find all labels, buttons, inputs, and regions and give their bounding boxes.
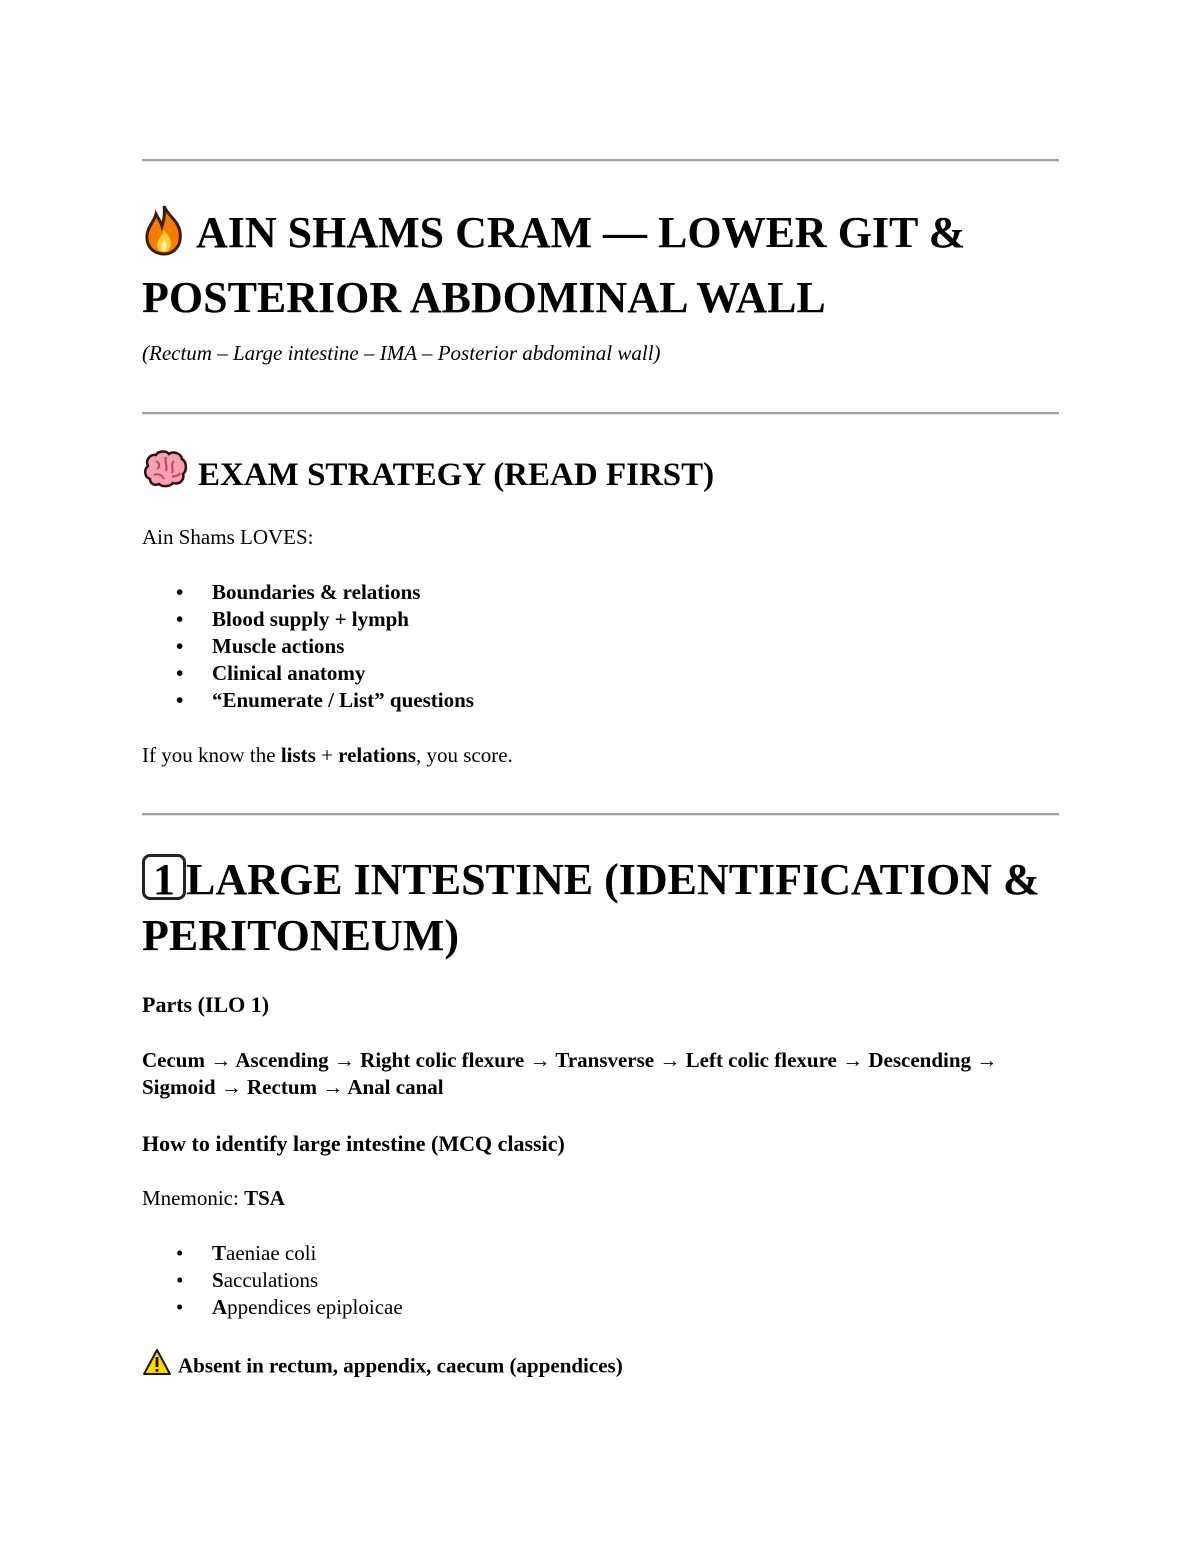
parts-heading: Parts (ILO 1) bbox=[142, 992, 270, 1017]
title-text: AIN SHAMS CRAM — LOWER GIT & POSTERIOR ABDOMINAL WALL bbox=[142, 208, 966, 322]
list-item: • Boundaries & relations bbox=[176, 580, 421, 604]
list-item: • Muscle actions bbox=[176, 634, 345, 658]
parts-text: Cecum → Ascending → Right colic flexure → Transverse → Left colic flexure → Descending → Sigmoid → Rectum → Anal canal bbox=[142, 1048, 998, 1099]
bullet: • bbox=[176, 580, 184, 604]
bullet: • bbox=[176, 661, 184, 685]
section1-heading bbox=[142, 852, 1059, 964]
list-item: • Taeniae coli bbox=[176, 1241, 317, 1265]
bullet: • bbox=[176, 1241, 184, 1265]
list-item: • Blood supply + lymph bbox=[176, 607, 409, 631]
bullet: • bbox=[176, 634, 184, 658]
strategy-heading-text: EXAM STRATEGY (READ FIRST) bbox=[198, 457, 715, 493]
section1-heading-text: LARGE INTESTINE (IDENTIFICATION & PERITONEUM) bbox=[142, 855, 1040, 960]
list-item: • Appendices epiploicae bbox=[176, 1295, 403, 1319]
strategy-closing: If you know the lists + relations, you score. bbox=[142, 743, 513, 767]
strategy-heading bbox=[142, 454, 1059, 500]
warning-line bbox=[142, 1352, 1059, 1383]
title-subtitle: (Rectum – Large intestine – IMA – Posterior abdominal wall) bbox=[142, 341, 661, 365]
divider bbox=[142, 813, 1059, 816]
brain-icon bbox=[142, 449, 188, 500]
document-title bbox=[142, 204, 1059, 326]
divider bbox=[142, 159, 1059, 162]
fire-icon bbox=[142, 204, 186, 270]
list-item: • Sacculations bbox=[176, 1268, 319, 1292]
section1-number: 1 bbox=[153, 855, 175, 904]
bullet: • bbox=[176, 1268, 184, 1292]
mnemonic-line: Mnemonic: TSA bbox=[142, 1186, 285, 1210]
list-item: • Clinical anatomy bbox=[176, 661, 366, 685]
divider bbox=[142, 412, 1059, 415]
bullet: • bbox=[176, 1295, 184, 1319]
bullet: • bbox=[176, 607, 184, 631]
list-item: • “Enumerate / List” questions bbox=[176, 688, 474, 712]
strategy-list bbox=[142, 579, 474, 714]
identify-heading: How to identify large intestine (MCQ classic) bbox=[142, 1131, 565, 1156]
warning-icon bbox=[142, 1348, 172, 1383]
features-list bbox=[142, 1240, 403, 1321]
warning-text: Absent in rectum, appendix, caecum (appendices) bbox=[178, 1353, 623, 1378]
bullet: • bbox=[176, 688, 184, 712]
strategy-intro: Ain Shams LOVES: bbox=[142, 525, 314, 549]
keycap-number-icon bbox=[142, 854, 186, 900]
